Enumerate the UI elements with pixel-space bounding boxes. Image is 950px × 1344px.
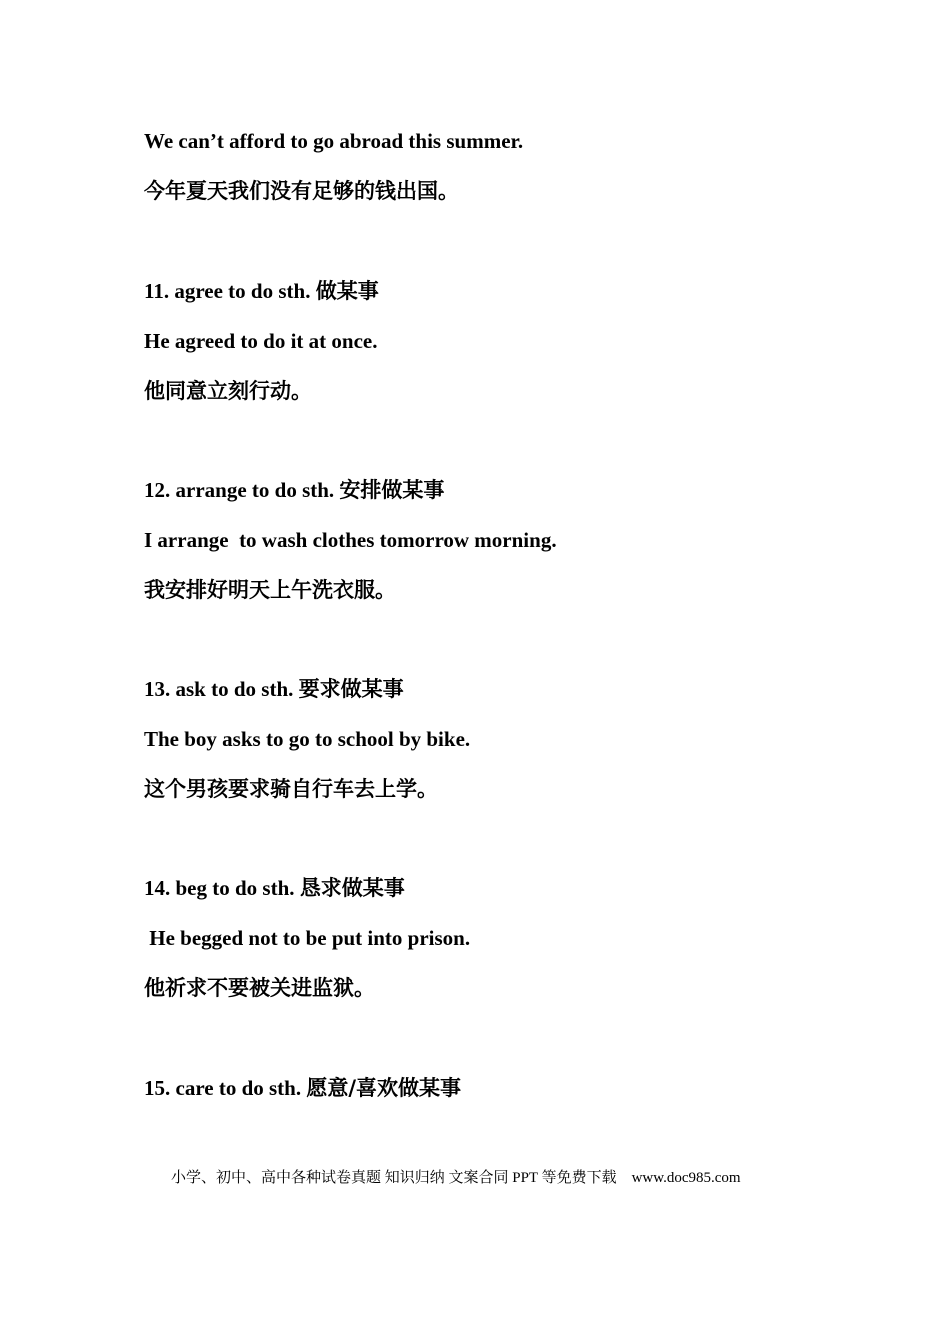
example-sentence-en: He agreed to do it at once.: [144, 329, 378, 353]
entry-heading-15: 15. care to do sth. 愿意/喜欢做某事: [144, 1076, 462, 1100]
example-sentence-en: The boy asks to go to school by bike.: [144, 727, 471, 751]
example-sentence-cn: 他祈求不要被关进监狱。: [144, 976, 375, 1000]
entry-heading-14: 14. beg to do sth. 恳求做某事: [144, 876, 405, 900]
example-sentence-en: I arrange to wash clothes tomorrow morning.: [144, 528, 557, 552]
example-sentence-cn: 他同意立刻行动。: [144, 379, 312, 403]
example-sentence-en: We can’t afford to go abroad this summer.: [144, 129, 524, 153]
entry-heading-13: 13. ask to do sth. 要求做某事: [144, 677, 404, 701]
entry-heading-12: 12. arrange to do sth. 安排做某事: [144, 478, 445, 502]
example-sentence-cn: 今年夏天我们没有足够的钱出国。: [144, 179, 459, 203]
example-sentence-en: He begged not to be put into prison.: [144, 926, 471, 950]
example-sentence-cn: 我安排好明天上午洗衣服。: [144, 578, 396, 602]
entry-heading-11: 11. agree to do sth. 做某事: [144, 279, 379, 303]
example-sentence-cn: 这个男孩要求骑自行车去上学。: [144, 777, 438, 801]
page-footer: 小学、初中、高中各种试卷真题 知识归纳 文案合同 PPT 等免费下载 www.doc985.com: [171, 1170, 741, 1186]
